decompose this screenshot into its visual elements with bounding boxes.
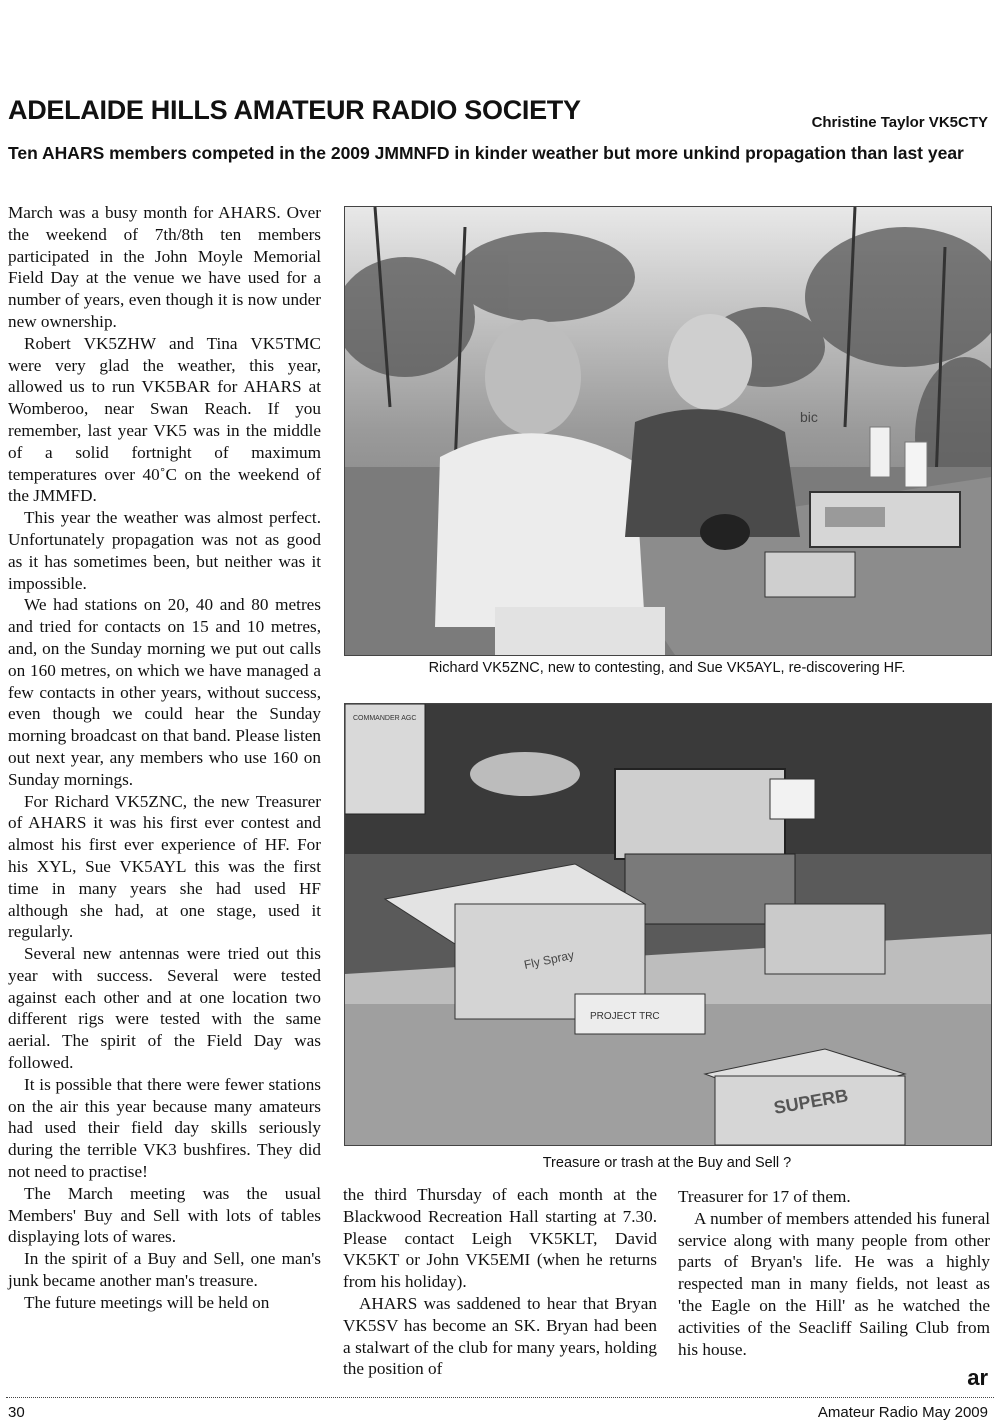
paragraph: In the spirit of a Buy and Sell, one man's junk became another man's treasure. bbox=[8, 1249, 321, 1291]
page-number: 30 bbox=[8, 1404, 25, 1421]
author-byline: Christine Taylor VK5CTY bbox=[811, 114, 988, 131]
poster-label: COMMANDER AGC bbox=[353, 715, 417, 722]
paragraph: March was a busy month for AHARS. Over the weekend of 7th/8th ten members participated in the John Moyle Memorial Field Day at the venue we have used for a number of years, even though it is now under new ownership. bbox=[8, 203, 321, 331]
article-subtitle: Ten AHARS members competed in the 2009 JMMNFD in kinder weather but more unkind propagation than last year bbox=[8, 143, 964, 163]
display-label: PROJECT TRC bbox=[590, 1011, 660, 1022]
magazine-issue: Amateur Radio May 2009 bbox=[817, 1404, 988, 1421]
paragraph: Several new antennas were tried out this year with success. Several were tested against each other and at one location two different rigs were tested with the same aerial. The spirit of the Field Day was followed. bbox=[8, 944, 321, 1073]
article-title: ADELAIDE HILLS AMATEUR RADIO SOCIETY bbox=[8, 95, 581, 125]
paragraph: The future meetings will be held on bbox=[24, 1292, 270, 1312]
body-column-1 bbox=[8, 202, 321, 1314]
box-label: Fly Spray bbox=[522, 947, 576, 972]
paragraph: We had stations on 20, 40 and 80 metres and tried for contacts on 15 and 10 metres, and, on the Sunday morning we put out calls on 160 metres, on which we have managed a few contacts in other years, without success, even though we could hear the Sunday morning broadcast on that band. Please listen out next year, any members who use 160 on Sunday mornings. bbox=[8, 595, 321, 789]
paragraph: the third Thursday of each month at the Blackwood Recreation Hall starting at 7.30. Please contact Leigh VK5KLT, David VK5KT or John VK5EMI (when he returns from his holiday). bbox=[343, 1185, 657, 1292]
footer-rule bbox=[6, 1397, 994, 1398]
paragraph: The March meeting was the usual Members' Buy and Sell with lots of tables displaying lots of wares. bbox=[8, 1183, 321, 1247]
field-day-photo bbox=[344, 206, 992, 656]
carton-label: SUPERB bbox=[772, 1085, 850, 1118]
paragraph: AHARS was saddened to hear that Bryan VK5SV has become an SK. Bryan had been a stalwart of the club for many years, holding the position of bbox=[343, 1293, 657, 1379]
paragraph: This year the weather was almost perfect. Unfortunately propagation was not as good as it has sometimes been, but neither was it impossible. bbox=[8, 508, 321, 593]
body-column-3 bbox=[678, 1186, 990, 1360]
paragraph: For Richard VK5ZNC, the new Treasurer of AHARS it was his first ever contest and almost his first ever experience of HF. For his XYL, Sue VK5AYL this was the first time in many years she had used HF although she had, at one stage, used it regularly. bbox=[8, 791, 321, 942]
photo-caption-1: Richard VK5ZNC, new to contesting, and Sue VK5AYL, re-discovering HF. bbox=[428, 660, 906, 676]
bottle-label: bic bbox=[800, 409, 818, 425]
article-end-mark: ar bbox=[967, 1365, 988, 1390]
photo-caption-2: Treasure or trash at the Buy and Sell ? bbox=[542, 1155, 792, 1171]
buy-and-sell-photo bbox=[344, 703, 992, 1146]
paragraph: Treasurer for 17 of them. bbox=[678, 1187, 851, 1206]
paragraph: A number of members attended his funeral service along with many people from other parts of Bryan's life. He was a highly respected man in many fields, not least as 'the Eagle on the Hill' as he watched the activities of the Seacliff Sailing Club from his house. bbox=[678, 1208, 990, 1359]
body-column-2 bbox=[343, 1184, 657, 1380]
paragraph: Robert VK5ZHW and Tina VK5TMC were very glad the weather, this year, allowed us to run VK5BAR for AHARS at Womberoo, near Swan Reach. If you remember, last year VK5 was in the middle of a solid fortnight of maximum temperatures over 40˚C on the weekend of the JMMFD. bbox=[8, 333, 321, 506]
paragraph: It is possible that there were fewer stations on the air this year because many amateurs had used their field day skills seriously during the terrible VK3 bushfires. They did not need to practise! bbox=[8, 1074, 321, 1182]
